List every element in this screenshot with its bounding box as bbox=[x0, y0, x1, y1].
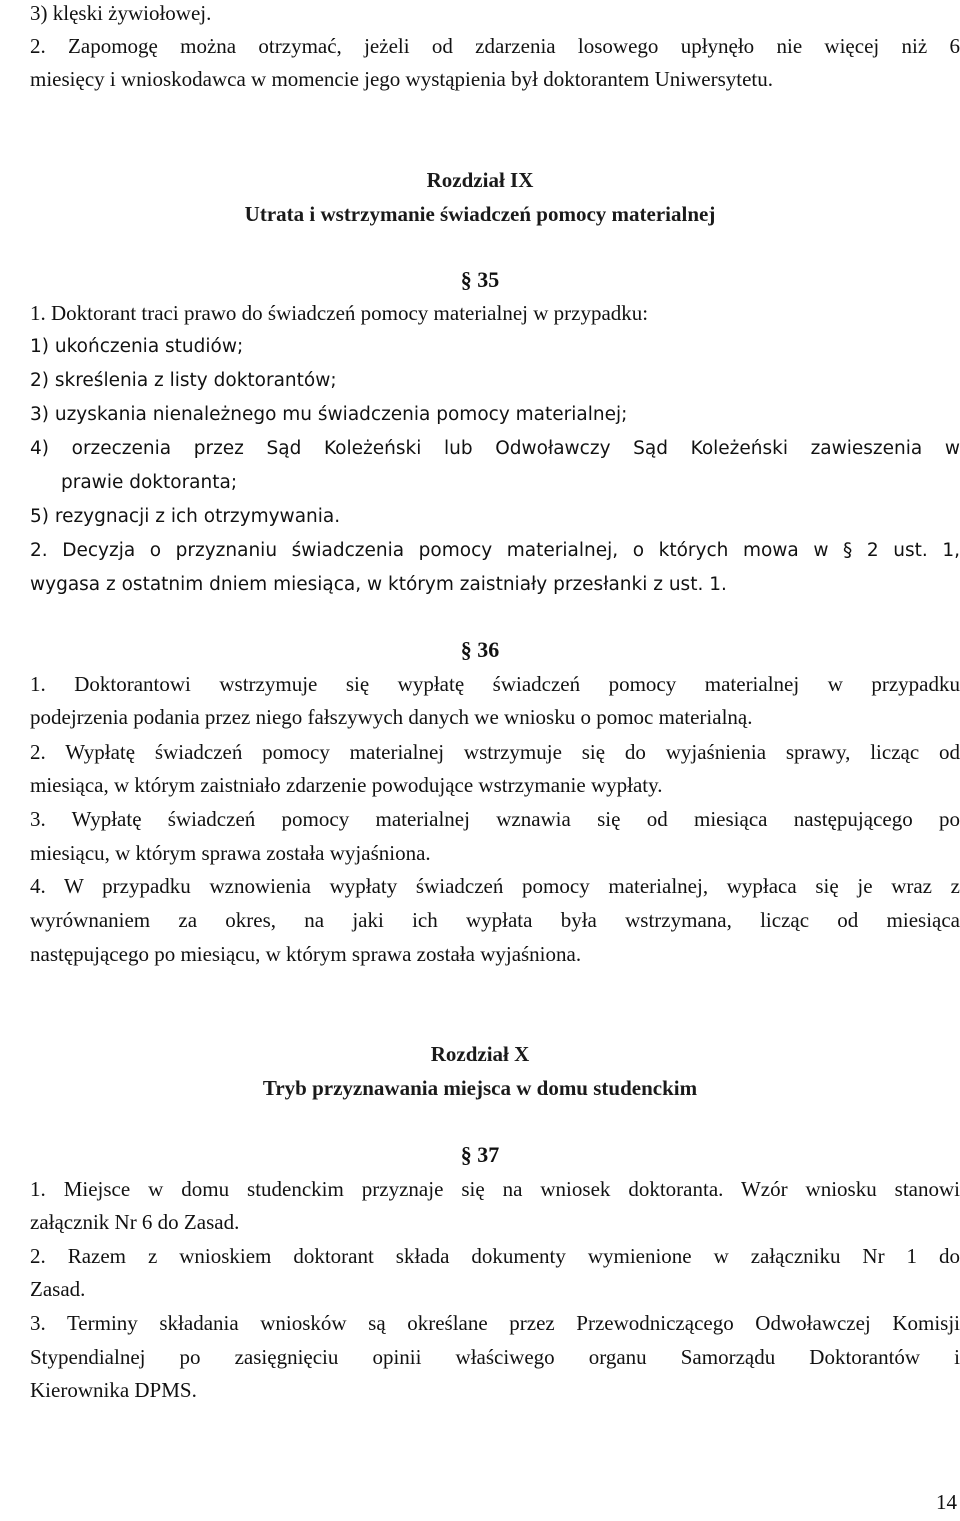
list-item: prawie doktoranta; bbox=[61, 472, 238, 493]
text-line: następującego po miesiącu, w którym sprawa została wyjaśniona. bbox=[30, 942, 582, 966]
text-line: wygasa z ostatnim dniem miesiąca, w którym zaistniały przesłanki z ust. 1. bbox=[30, 574, 727, 595]
text-line: 4. W przypadku wznowienia wypłaty świadczeń pomocy materialnej, wypłaca się je wraz z bbox=[30, 874, 960, 898]
section-sign: § 35 bbox=[460, 267, 500, 292]
chapter-label: Rozdział X bbox=[430, 1042, 530, 1066]
text-line: 1. Doktorant traci prawo do świadczeń pomocy materialnej w przypadku: bbox=[30, 301, 649, 325]
text-line: 3) klęski żywiołowej. bbox=[30, 1, 212, 25]
chapter-title: Utrata i wstrzymanie świadczeń pomocy materialnej bbox=[244, 202, 716, 226]
text-line: 2. Zapomogę można otrzymać, jeżeli od zdarzenia losowego upłynęło nie więcej niż 6 bbox=[30, 34, 960, 58]
chapter-label: Rozdział IX bbox=[426, 168, 534, 192]
text-line: 1. Miejsce w domu studenckim przyznaje się na wniosek doktoranta. Wzór wniosku stanowi bbox=[30, 1177, 960, 1201]
text-line: miesięcy i wnioskodawca w momencie jego wystąpienia był doktorantem Uniwersytetu. bbox=[30, 67, 773, 91]
list-item: 2) skreślenia z listy doktorantów; bbox=[30, 370, 337, 391]
text-line: wyrównaniem za okres, na jaki ich wypłata była wstrzymana, licząc od miesiąca bbox=[30, 908, 960, 932]
text-line: podejrzenia podania przez niego fałszywych danych we wniosku o pomoc materialną. bbox=[30, 705, 753, 729]
text-line: miesiąca, w którym zaistniało zdarzenie powodujące wstrzymanie wypłaty. bbox=[30, 773, 663, 797]
text-line: Zasad. bbox=[30, 1277, 86, 1301]
chapter-title: Tryb przyznawania miejsca w domu studenckim bbox=[262, 1076, 698, 1100]
list-item: 1) ukończenia studiów; bbox=[30, 336, 244, 357]
section-sign: § 36 bbox=[460, 637, 500, 662]
text-line: 3. Wypłatę świadczeń pomocy materialnej wznawia się od miesiąca następującego po bbox=[30, 807, 960, 831]
text-line: załącznik Nr 6 do Zasad. bbox=[30, 1210, 240, 1234]
text-line: Stypendialnej po zasięgnięciu opinii właściwego organu Samorządu Doktorantów i bbox=[30, 1345, 960, 1369]
list-item: 4) orzeczenia przez Sąd Koleżeński lub Odwoławczy Sąd Koleżeński zawieszenia w bbox=[30, 438, 960, 459]
text-line: miesiącu, w którym sprawa została wyjaśniona. bbox=[30, 841, 431, 865]
list-item: 5) rezygnacji z ich otrzymywania. bbox=[30, 506, 341, 527]
text-line: 1. Doktorantowi wstrzymuje się wypłatę świadczeń pomocy materialnej w przypadku bbox=[30, 672, 960, 696]
text-line: 3. Terminy składania wniosków są określane przez Przewodniczącego Odwoławczej Komisji bbox=[30, 1311, 960, 1335]
text-line: 2. Decyzja o przyznaniu świadczenia pomocy materialnej, o których mowa w § 2 ust. 1, bbox=[30, 540, 960, 561]
text-line: 2. Wypłatę świadczeń pomocy materialnej wstrzymuje się do wyjaśnienia sprawy, licząc od bbox=[30, 740, 960, 764]
page-number: 14 bbox=[936, 1490, 957, 1514]
list-item: 3) uzyskania nienależnego mu świadczenia pomocy materialnej; bbox=[30, 404, 628, 425]
text-line: 2. Razem z wnioskiem doktorant składa dokumenty wymienione w załączniku Nr 1 do bbox=[30, 1244, 960, 1268]
section-sign: § 37 bbox=[460, 1142, 500, 1167]
text-line: Kierownika DPMS. bbox=[30, 1378, 197, 1402]
